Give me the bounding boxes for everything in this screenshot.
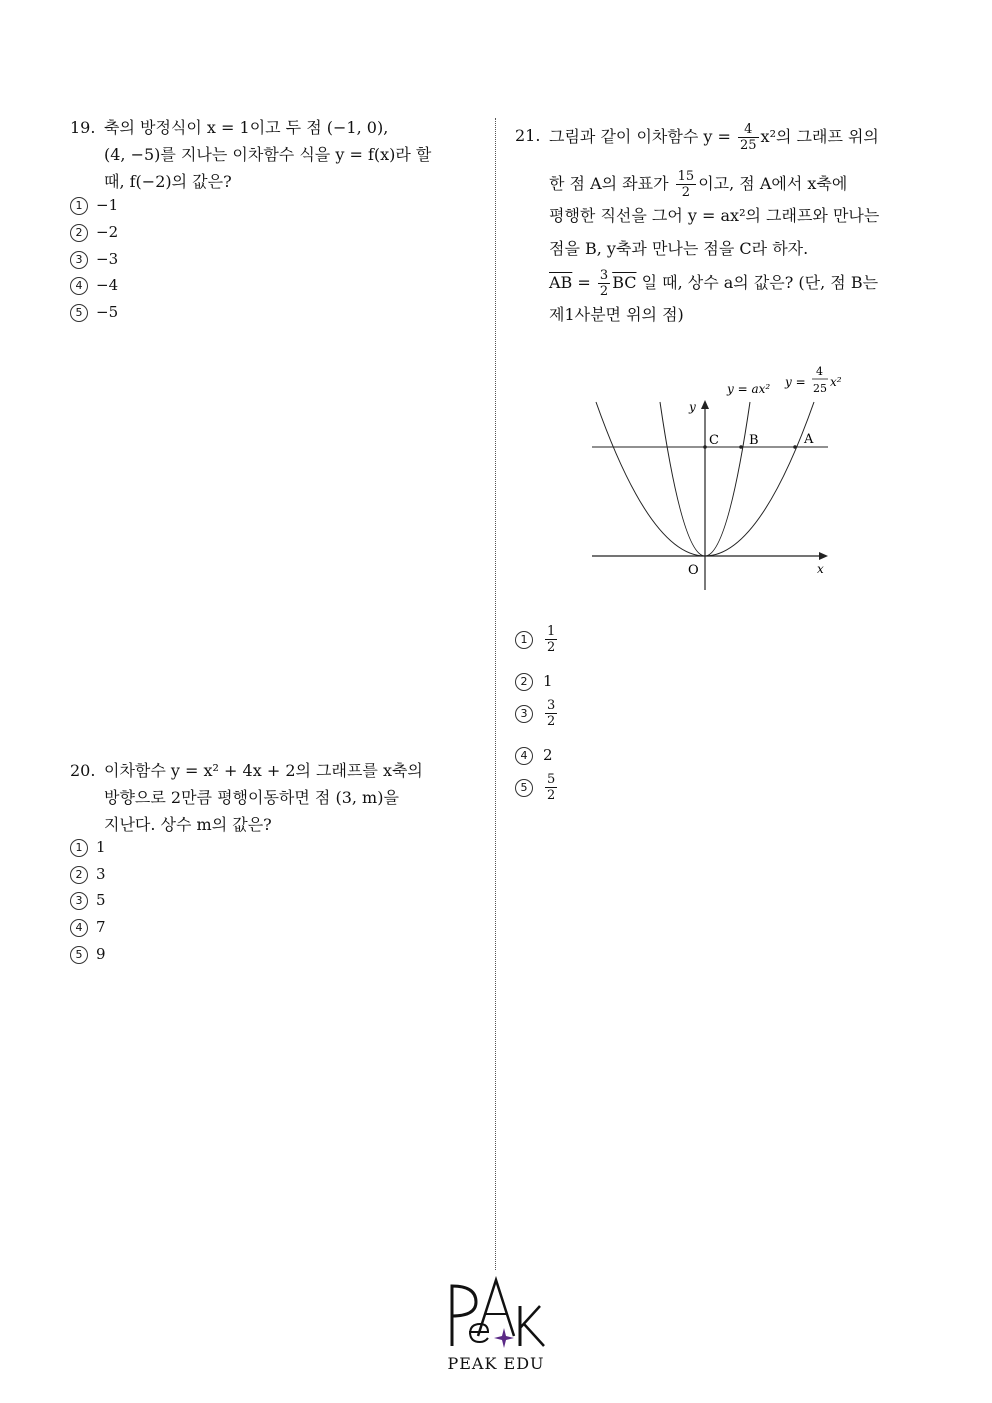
curve-label-x2: x² [830, 375, 842, 389]
numerator: 3 [599, 268, 609, 283]
choice[interactable] [70, 838, 106, 864]
question-line: 때, f(−2)의 값은? [104, 172, 232, 191]
curve-label-ax2: y = ax² [727, 382, 771, 396]
question-number: 20. [70, 761, 96, 780]
question-line: 제1사분면 위의 점) [549, 305, 684, 324]
x-axis-arrow-icon [819, 552, 828, 560]
question-line [549, 169, 879, 202]
question-line: 방향으로 2만큼 평행이동하면 점 (3, m)을 [104, 788, 399, 807]
denominator: 2 [599, 284, 609, 299]
circled-number-icon: 4 [515, 747, 533, 765]
fraction [676, 169, 697, 200]
question-line: 평행한 직선을 그어 y = ax²의 그래프와 만나는 [549, 206, 880, 225]
choice[interactable] [70, 276, 118, 302]
choice[interactable] [70, 891, 106, 917]
text-fragment: = [577, 273, 591, 292]
choice[interactable] [70, 303, 118, 329]
curve-label-y-eq: y = [785, 375, 806, 389]
text-fragment: 일 때, 상수 a의 값은? (단, 점 B는 [641, 273, 879, 292]
choice[interactable] [515, 746, 553, 765]
question-line: 점을 B, y축과 만나는 점을 C라 하자. [549, 239, 809, 258]
question-text [104, 757, 423, 838]
choice-text: 1 [96, 838, 106, 856]
choice[interactable] [70, 250, 118, 276]
choice[interactable] [70, 918, 106, 944]
choice-text: −3 [96, 250, 119, 268]
question-text [549, 122, 879, 334]
text-fragment: 한 점 A의 좌표가 [549, 174, 669, 193]
parabola-figure [588, 362, 858, 597]
column-divider [495, 118, 496, 1270]
point-b-label: B [749, 433, 759, 448]
numerator: 1 [547, 624, 556, 639]
question-line: 축의 방정식이 x = 1이고 두 점 (−1, 0), [104, 118, 389, 137]
choice[interactable] [70, 223, 118, 249]
text-fragment: 그림과 같이 이차함수 y = [549, 127, 731, 146]
point-c-marker [703, 445, 707, 449]
circled-number-icon: 1 [70, 839, 88, 857]
choice[interactable] [70, 196, 118, 222]
denominator: 25 [740, 138, 757, 153]
numerator: 5 [547, 772, 556, 787]
peak-logo-icon [440, 1276, 552, 1348]
point-b-marker [739, 445, 743, 449]
y-axis-label: y [689, 400, 696, 414]
denominator: 2 [547, 788, 556, 803]
x-axis-label: x [817, 562, 824, 576]
text-fragment: 이고, 점 A에서 x축에 [698, 174, 848, 193]
segment-bc: $\overline{BC}$ [612, 273, 637, 292]
circled-number-icon: 1 [515, 631, 533, 649]
y-axis-arrow-icon [701, 400, 709, 409]
choice-text: 2 [543, 746, 553, 764]
circled-number-icon: 2 [70, 866, 88, 884]
text-fragment: x²의 그래프 위의 [760, 127, 879, 146]
denominator: 2 [681, 185, 691, 200]
numerator: 3 [547, 698, 556, 713]
choice-text: 1 [543, 672, 553, 690]
choice-text: −4 [96, 276, 119, 294]
fraction [545, 698, 557, 729]
question-line [549, 268, 879, 301]
question-line [549, 122, 879, 155]
origin-label: O [688, 563, 699, 578]
choice[interactable] [70, 945, 106, 971]
circled-number-icon: 5 [70, 946, 88, 964]
question-line: 이차함수 y = x² + 4x + 2의 그래프를 x축의 [104, 761, 423, 780]
question-number: 21. [515, 126, 541, 145]
choice[interactable] [515, 624, 559, 655]
choice-text: 9 [96, 945, 106, 963]
point-a-label: A [804, 432, 814, 447]
choice[interactable] [515, 672, 553, 691]
question-line: 지난다. 상수 m의 값은? [104, 815, 272, 834]
circled-number-icon: 2 [515, 673, 533, 691]
numerator: 4 [738, 122, 759, 138]
question-line: (4, −5)를 지나는 이차함수 식을 y = f(x)라 할 [104, 145, 432, 164]
peak-edu-logo [440, 1276, 552, 1373]
choice-text: −2 [96, 223, 119, 241]
choice-text: 7 [96, 918, 106, 936]
question-number: 19. [70, 118, 96, 137]
circled-number-icon: 3 [70, 892, 88, 910]
denominator: 2 [547, 640, 556, 655]
point-c-label: C [709, 433, 719, 448]
circled-number-icon: 2 [70, 224, 88, 242]
segment-ab: $\overline{AB}$ [549, 273, 573, 292]
circled-number-icon: 3 [70, 251, 88, 269]
curve-label-frac-num: 4 [816, 365, 823, 378]
circled-number-icon: 3 [515, 705, 533, 723]
circled-number-icon: 4 [70, 919, 88, 937]
point-a-marker [793, 445, 797, 449]
question-text [104, 114, 431, 195]
denominator: 2 [547, 714, 556, 729]
choice[interactable] [515, 698, 559, 729]
fraction [598, 268, 610, 299]
circled-number-icon: 5 [70, 304, 88, 322]
choice[interactable] [515, 772, 559, 803]
logo-text: PEAK EDU [447, 1354, 545, 1373]
choice-text: −1 [96, 196, 119, 214]
circled-number-icon: 1 [70, 197, 88, 215]
numerator: 15 [677, 169, 695, 184]
fraction [545, 772, 557, 803]
choice-text: −5 [96, 303, 119, 321]
curve-label-frac-den: 25 [813, 382, 827, 395]
choice[interactable] [70, 865, 106, 891]
circled-number-icon: 5 [515, 779, 533, 797]
fraction [738, 122, 759, 153]
fraction [545, 624, 557, 655]
choice-text: 3 [96, 865, 106, 883]
circled-number-icon: 4 [70, 277, 88, 295]
choice-text: 5 [96, 891, 106, 909]
